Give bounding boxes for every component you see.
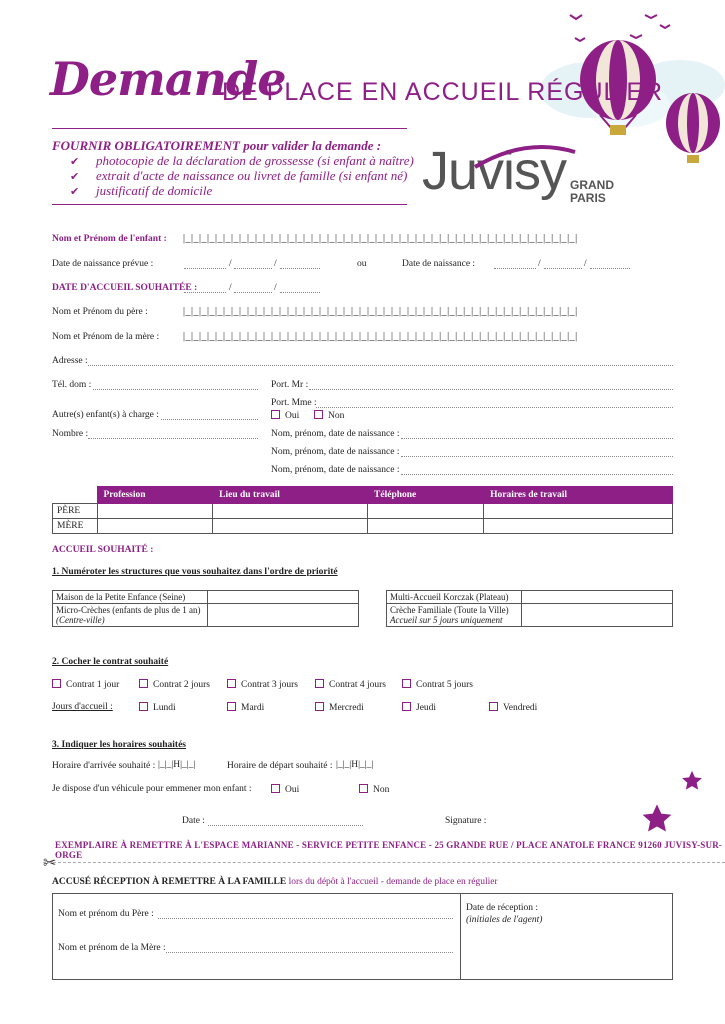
checkbox[interactable] — [271, 410, 280, 419]
father-name-label: Nom et Prénom du père : — [52, 307, 148, 317]
day-option[interactable]: Vendredi — [489, 702, 537, 713]
nombre-label: Nombre : — [52, 429, 89, 439]
table-header: Lieu du travail — [213, 487, 368, 504]
receipt-father-label: Nom et prénom du Père : — [58, 909, 154, 919]
reception-date-label: Date de réception : — [466, 903, 539, 913]
checkmark-icon: ✔ — [70, 171, 80, 183]
priority-cell[interactable] — [208, 591, 359, 604]
checkbox[interactable] — [315, 679, 324, 688]
date-field[interactable] — [208, 825, 363, 826]
vehicle-non[interactable]: Non — [359, 784, 389, 795]
contract-option[interactable]: Contrat 3 jours — [227, 679, 298, 690]
table-row — [53, 519, 673, 534]
star-icon — [681, 770, 703, 792]
cut-line — [43, 862, 725, 863]
nombre-field[interactable] — [88, 438, 258, 439]
vehicle-oui[interactable]: Oui — [271, 784, 299, 795]
page-title-rest: DE PLACE EN ACCUEIL RÉGULIER — [222, 78, 664, 106]
checkbox[interactable] — [489, 702, 498, 711]
checkbox[interactable] — [402, 679, 411, 688]
sibling-info-label: Nom, prénom, date de naissance : — [271, 447, 400, 457]
table-header: Téléphone — [368, 487, 484, 504]
table-header: Profession — [97, 487, 213, 504]
arrival-label: Horaire d'arrivée souhaité : — [52, 761, 156, 771]
due-date-month[interactable] — [234, 268, 272, 269]
requirement-item: ✔ justificatif de domicile — [70, 183, 213, 198]
contract-option[interactable]: Contrat 2 jours — [139, 679, 210, 690]
checkbox[interactable] — [52, 679, 61, 688]
accueil-heading: ACCUEIL SOUHAITÉ : — [52, 545, 154, 555]
checkbox[interactable] — [139, 679, 148, 688]
port-mr-label: Port. Mr : — [271, 380, 309, 390]
wanted-date-year[interactable] — [280, 292, 320, 293]
structure-name: Crèche Familiale (Toute la Ville) Accueil sur 5 jours uniquement — [387, 604, 522, 627]
sibling-info-field[interactable] — [401, 438, 673, 439]
star-icon — [641, 803, 673, 835]
structures-right-table — [386, 590, 673, 627]
child-name-boxes[interactable]: |_|_|_|_|_|_|_|_|_|_|_|_|_|_|_|_|_|_|_|_|_|_|_|_|_|_|_|_|_|_|_|_|_|_|_|_|_|_|_|_|_|_|_|_|_|_|_|_|_| — [183, 233, 578, 244]
receipt-heading: ACCUSÉ RÉCEPTION À REMETTRE À LA FAMILLE lors du dépôt à l'accueil - demande de place en régulier — [52, 877, 498, 887]
date-label: Date : — [182, 816, 205, 826]
birth-date-year[interactable] — [590, 268, 630, 269]
scissors-icon: ✂ — [43, 855, 57, 872]
checkbox[interactable] — [139, 702, 148, 711]
row-label: MÈRE — [53, 519, 98, 534]
checkbox[interactable] — [402, 702, 411, 711]
receipt-mother-field[interactable] — [166, 952, 453, 953]
day-option[interactable]: Mercredi — [315, 702, 364, 713]
logo-grand-paris: GRAND PARIS — [570, 178, 614, 205]
father-name-boxes[interactable]: |_|_|_|_|_|_|_|_|_|_|_|_|_|_|_|_|_|_|_|_|_|_|_|_|_|_|_|_|_|_|_|_|_|_|_|_|_|_|_|_|_|_|_|_|_|_|_|_|_| — [183, 306, 578, 317]
port-mme-label: Port. Mme : — [271, 398, 317, 408]
address-field[interactable] — [88, 365, 673, 366]
priority-cell[interactable] — [208, 604, 359, 627]
signature-label: Signature : — [445, 816, 487, 826]
sibling-info-field[interactable] — [401, 456, 673, 457]
other-children-field[interactable] — [161, 419, 258, 420]
structure-name: Maison de la Petite Enfance (Seine) — [53, 591, 208, 604]
other-children-oui[interactable]: Oui — [271, 410, 299, 421]
receipt-mother-label: Nom et prénom de la Mère : — [58, 943, 166, 953]
structure-name: Multi-Accueil Korczak (Plateau) — [387, 591, 522, 604]
divider — [52, 204, 407, 205]
wanted-date-month[interactable] — [234, 292, 272, 293]
wanted-date-label: DATE D'ACCUEIL SOUHAITÉE : — [52, 283, 198, 293]
port-mme-field[interactable] — [316, 407, 673, 408]
other-children-non[interactable]: Non — [314, 410, 344, 421]
child-name-label: Nom et Prénom de l'enfant : — [52, 234, 167, 244]
checkbox[interactable] — [271, 784, 280, 793]
priority-cell[interactable] — [522, 604, 673, 627]
day-option[interactable]: Mardi — [227, 702, 264, 713]
or-label: ou — [357, 259, 367, 269]
contract-option[interactable]: Contrat 5 jours — [402, 679, 473, 690]
checkmark-icon: ✔ — [70, 156, 80, 168]
days-label: Jours d'accueil : — [52, 702, 113, 712]
divider — [52, 128, 407, 129]
sibling-info-field[interactable] — [401, 474, 673, 475]
checkbox[interactable] — [359, 784, 368, 793]
structure-name: Micro-Crèches (enfants de plus de 1 an) (Centre-ville) — [53, 604, 208, 627]
logo-swoosh-icon — [470, 142, 580, 172]
juvisy-logo: Juvisy — [422, 141, 567, 201]
checkmark-icon: ✔ — [70, 186, 80, 198]
departure-label: Horaire de départ souhaité : — [227, 761, 333, 771]
structures-left-table — [52, 590, 359, 627]
contract-option[interactable]: Contrat 4 jours — [315, 679, 386, 690]
requirements-heading: FOURNIR OBLIGATOIREMENT pour valider la demande : — [52, 138, 382, 153]
other-children-label: Autre(s) enfant(s) à charge : — [52, 410, 159, 420]
agent-initials-label: (initiales de l'agent) — [466, 915, 543, 925]
row-label: PÈRE — [53, 504, 98, 519]
checkbox[interactable] — [227, 679, 236, 688]
address-label: Adresse : — [52, 356, 88, 366]
mother-name-boxes[interactable]: |_|_|_|_|_|_|_|_|_|_|_|_|_|_|_|_|_|_|_|_|_|_|_|_|_|_|_|_|_|_|_|_|_|_|_|_|_|_|_|_|_|_|_|_|_|_|_|_|_| — [183, 331, 578, 342]
arrival-time-boxes[interactable]: |_|_|H|_|_| — [158, 760, 196, 770]
table-row — [387, 604, 673, 627]
checkbox[interactable] — [227, 702, 236, 711]
birth-date-label: Date de naissance : — [402, 259, 476, 269]
departure-time-boxes[interactable]: |_|_|H|_|_| — [336, 760, 374, 770]
birth-date-month[interactable] — [544, 268, 582, 269]
requirement-item: ✔ extrait d'acte de naissance ou livret de famille (si enfant né) — [70, 168, 408, 183]
checkbox[interactable] — [314, 410, 323, 419]
mother-name-label: Nom et Prénom de la mère : — [52, 332, 160, 342]
step2-heading: 2. Cocher le contrat souhaité — [52, 657, 169, 667]
table-row — [53, 591, 359, 604]
day-option[interactable]: Lundi — [139, 702, 176, 713]
page-title-word: Demande — [50, 52, 286, 106]
parents-table — [52, 486, 673, 534]
receipt-box — [52, 893, 673, 980]
tel-home-field[interactable] — [93, 389, 258, 390]
table-row — [387, 591, 673, 604]
contract-option[interactable]: Contrat 1 jour — [52, 679, 119, 690]
submission-instruction: EXEMPLAIRE À REMETTRE À L'ESPACE MARIANNE - SERVICE PETITE ENFANCE - 25 GRANDE RUE / PLACE ANATOLE FRANCE 91260 JUVISY-SUR-ORGE — [55, 840, 723, 860]
requirement-item: ✔ photocopie de la déclaration de grossesse (si enfant à naître) — [70, 153, 414, 168]
due-date-label: Date de naissance prévue : — [52, 259, 154, 269]
table-row — [53, 504, 673, 519]
due-date-year[interactable] — [280, 268, 320, 269]
sibling-info-label: Nom, prénom, date de naissance : — [271, 465, 400, 475]
step3-heading: 3. Indiquer les horaires souhaités — [52, 740, 186, 750]
priority-cell[interactable] — [522, 591, 673, 604]
sibling-info-label: Nom, prénom, date de naissance : — [271, 429, 400, 439]
table-row — [53, 604, 359, 627]
receipt-father-field[interactable] — [158, 918, 453, 919]
vehicle-label: Je dispose d'un véhicule pour emmener mon enfant : — [52, 784, 252, 794]
due-date-day[interactable] — [184, 268, 226, 269]
port-mr-field[interactable] — [309, 389, 673, 390]
day-option[interactable]: Jeudi — [402, 702, 436, 713]
wanted-date-day[interactable] — [184, 292, 226, 293]
checkbox[interactable] — [315, 702, 324, 711]
birth-date-day[interactable] — [494, 268, 536, 269]
tel-home-label: Tél. dom : — [52, 380, 92, 390]
table-header: Horaires de travail — [484, 487, 673, 504]
step1-heading: 1. Numéroter les structures que vous souhaitez dans l'ordre de priorité — [52, 567, 338, 577]
